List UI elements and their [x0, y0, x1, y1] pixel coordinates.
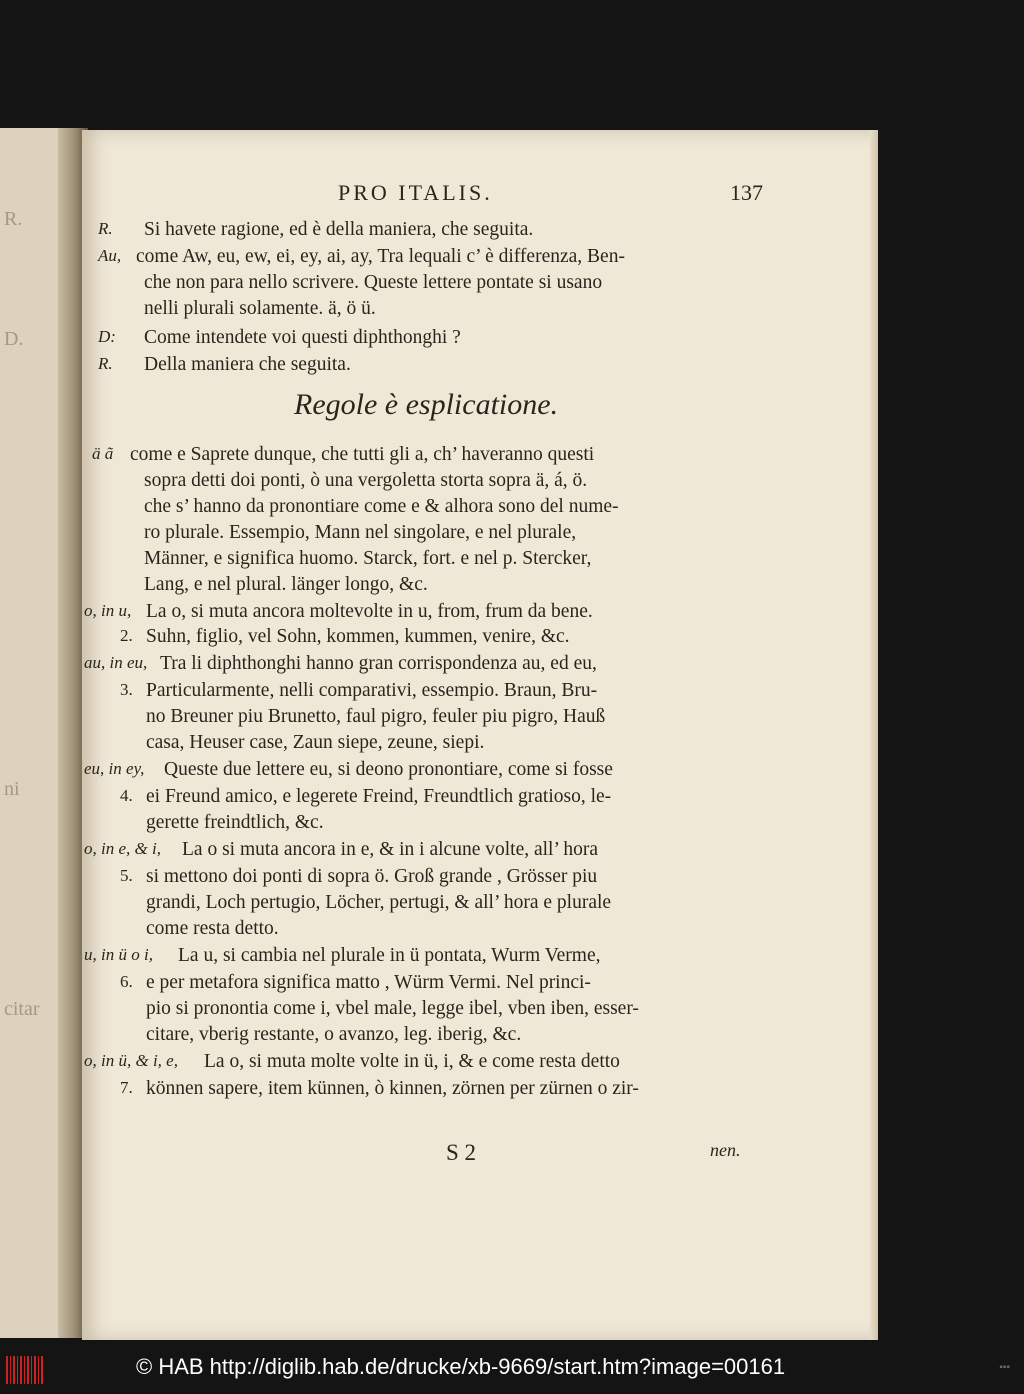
rule-number: 3.	[120, 680, 133, 699]
text-line: Si havete ragione, ed è della maniera, che seguita.	[144, 219, 534, 240]
rule-line: che s’ hanno da pronontiare come e & alhora sono del nume-	[144, 496, 619, 517]
rule-line: ro plurale. Essempio, Mann nel singolare, e nel plurale,	[144, 522, 577, 543]
text-line: Come intendete voi questi diphthonghi ?	[144, 327, 461, 348]
rule-line: pio si pronontia come i, vbel male, legge ibel, vben iben, esser-	[146, 998, 639, 1019]
rule-marker: ä ã	[92, 444, 114, 463]
rule-marker: o, in ü, & i, e,	[84, 1051, 178, 1070]
book-page	[82, 130, 878, 1340]
text-line: nelli plurali solamente. ä, ö ü.	[144, 298, 376, 319]
rule-number: 5.	[120, 866, 133, 885]
rule-marker: eu, in ey,	[84, 759, 145, 778]
rule-line: Particularmente, nelli comparativi, essempio. Braun, Bru-	[146, 680, 598, 701]
rule-line: citare, vberig restante, o avanzo, leg. iberig, &c.	[146, 1024, 522, 1045]
rule-line: no Breuner piu Brunetto, faul pigro, feuler piu pigro, Hauß	[146, 706, 606, 727]
section-title: Regole è esplicatione.	[294, 388, 559, 421]
rule-number: 7.	[120, 1078, 133, 1097]
line-marker: D:	[98, 327, 116, 346]
copyright-link[interactable]: © HAB http://diglib.hab.de/drucke/xb-9669/start.htm?image=00161	[136, 1354, 786, 1379]
rule-line: come resta detto.	[146, 918, 279, 939]
page-edge	[870, 130, 878, 1340]
rule-line: gerette freindtlich, &c.	[146, 812, 324, 833]
rule-number: 4.	[120, 786, 133, 805]
rule-marker: u, in ü o i,	[84, 945, 153, 964]
rule-line: Suhn, figlio, vel Sohn, kommen, kummen, venire, &c.	[146, 626, 570, 647]
rule-line: La u, si cambia nel plurale in ü pontata, Wurm Verme,	[178, 945, 601, 966]
rule-number: 6.	[120, 972, 133, 991]
text-line: che non para nello scrivere. Queste lettere pontate si usano	[144, 272, 603, 293]
rule-line: La o, si muta ancora moltevolte in u, from, frum da bene.	[146, 601, 593, 622]
rule-number: 2.	[120, 626, 133, 645]
line-marker: R.	[98, 354, 113, 373]
rule-line: sopra detti doi ponti, ò una vergoletta storta sopra ä, á, ö.	[144, 470, 588, 491]
barcode-icon	[6, 1356, 44, 1384]
rule-line: ei Freund amico, e legerete Freind, Freundtlich gratioso, le-	[146, 786, 612, 807]
rule-line: Tra li diphthonghi hanno gran corrispondenza au, ed eu,	[160, 653, 597, 674]
rule-line: Queste due lettere eu, si deono pronontiare, come si fosse	[164, 759, 613, 780]
rule-marker: au, in eu,	[84, 653, 148, 672]
rule-line: si mettono doi ponti di sopra ö. Groß grande , Grösser piu	[146, 866, 598, 887]
facing-page-edge: R. D. ni citar	[0, 128, 72, 1338]
logo-icon: ▪▪▪	[999, 1362, 1010, 1373]
rule-line: e per metafora significa matto , Würm Vermi. Nel princi-	[146, 972, 591, 993]
catchword: nen.	[710, 1140, 741, 1160]
text-line: Della maniera che seguita.	[144, 354, 351, 375]
running-title: PRO ITALIS.	[338, 180, 493, 205]
viewer-footer	[0, 1344, 1024, 1394]
line-marker: R.	[98, 219, 113, 238]
rule-marker: o, in u,	[84, 601, 132, 620]
rule-line: come e Saprete dunque, che tutti gli a, ch’ haveranno questi	[130, 444, 595, 465]
rule-line: La o, si muta molte volte in ü, i, & e come resta detto	[204, 1051, 620, 1072]
rule-line: La o si muta ancora in e, & in i alcune volte, all’ hora	[182, 839, 599, 860]
rule-line: casa, Heuser case, Zaun siepe, zeune, siepi.	[146, 732, 485, 753]
rule-line: Lang, e nel plural. länger longo, &c.	[144, 574, 428, 595]
rule-line: Männer, e significa huomo. Starck, fort. e nel p. Stercker,	[144, 548, 592, 569]
rule-line: grandi, Loch pertugio, Löcher, pertugi, & all’ hora e plurale	[146, 892, 612, 913]
page-number: 137	[730, 180, 763, 205]
signature-mark: S 2	[446, 1140, 477, 1165]
rule-marker: o, in e, & i,	[84, 839, 161, 858]
text-line: come Aw, eu, ew, ei, ey, ai, ay, Tra lequali c’ è differenza, Ben-	[136, 246, 625, 267]
rule-line: können sapere, item künnen, ò kinnen, zörnen per zürnen o zir-	[146, 1078, 639, 1099]
line-marker: Au,	[98, 246, 122, 265]
